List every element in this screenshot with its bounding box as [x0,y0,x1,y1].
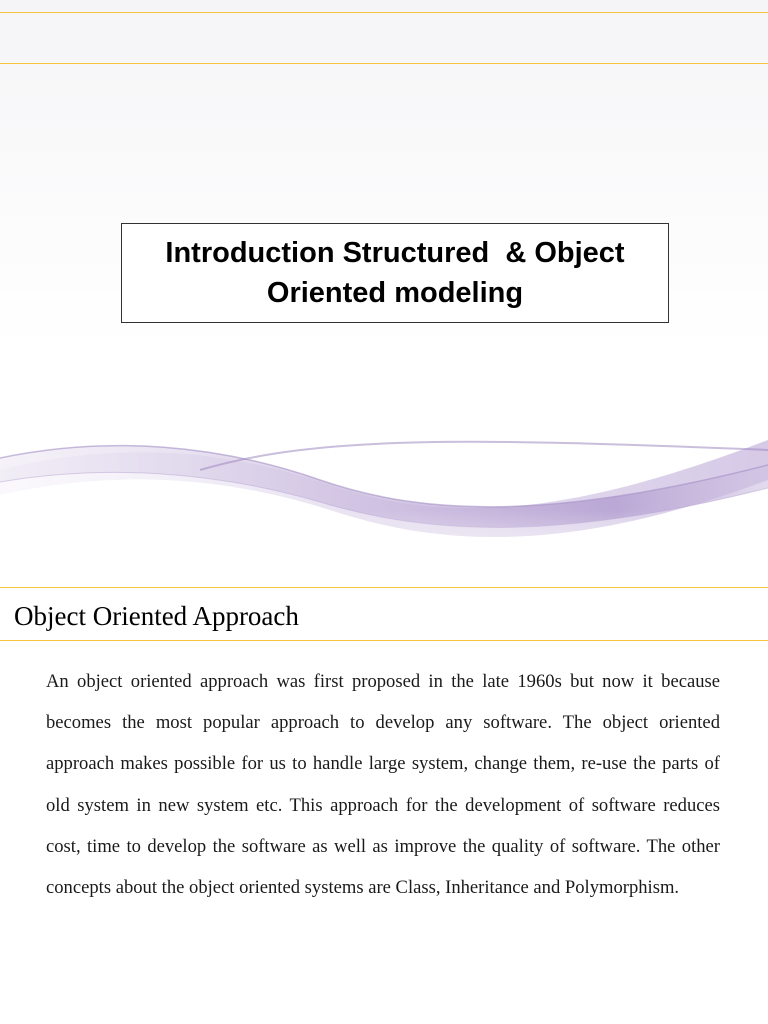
wave-line-arc [200,442,768,470]
wave-fade [0,510,768,588]
section-heading: Object Oriented Approach [14,601,299,631]
slide-title-line-2: Oriented modeling [266,277,524,309]
top-accent-line [0,12,768,13]
content-slide [0,588,768,1024]
decorative-wave [0,410,768,588]
heading-underline [0,640,768,641]
slide-title-line-1: Introduction Structured & Object [165,237,625,269]
header-accent-line [0,63,768,64]
body-paragraph: An object oriented approach was first proposed in the late 1960s but now it because becomes the most popular approach to develop any software. The object oriented approach makes possible for us to handle large system, change them, re-use the parts of old system in new system etc. This approach for the development of software reduces cost, time to develop the software as well as improve the quality of software. The other concepts about the object oriented systems are Class, Inheritance and Polymorphism. [46,671,720,899]
title-box [121,223,669,323]
